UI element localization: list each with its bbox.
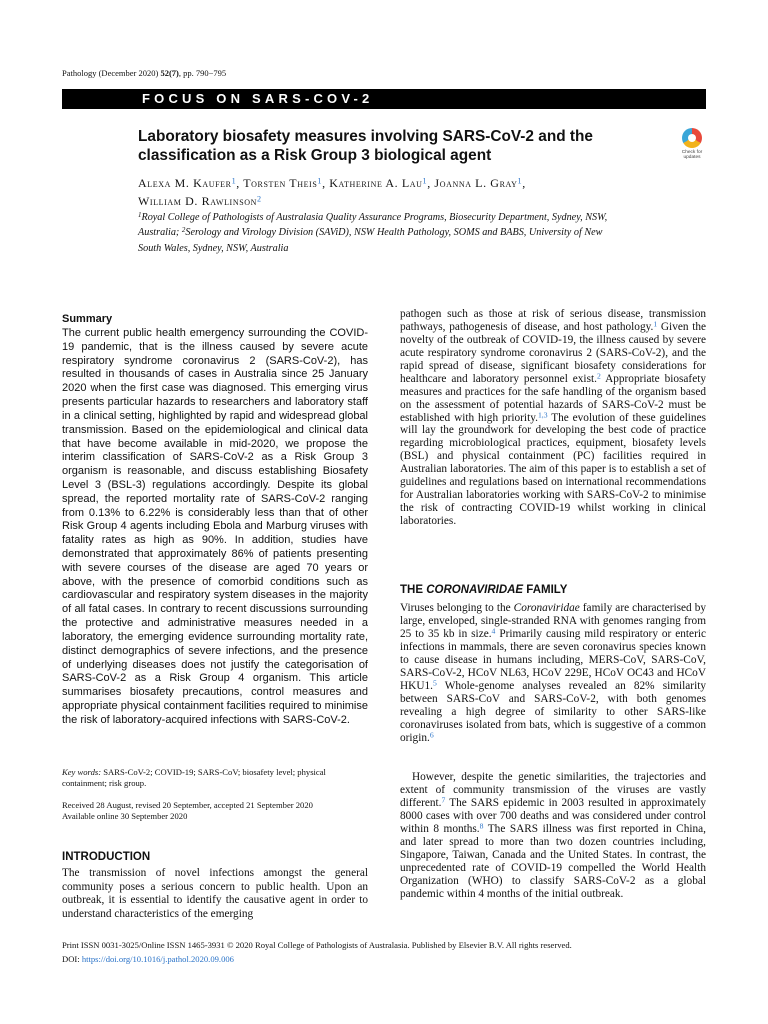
affiliation-number: 2 [181, 227, 186, 235]
journal-volume: 52(7) [160, 68, 179, 78]
article-title: Laboratory biosafety measures involving SARS-CoV-2 and the classification as a Risk Group 3 biological agent [138, 128, 593, 164]
citation-ref[interactable]: 1 [653, 319, 658, 329]
author-affiliation-ref[interactable]: 2 [257, 194, 262, 204]
heading-italic-text: CORONAVIRIDAE [426, 584, 524, 596]
journal-pages: , pp. 790−795 [178, 68, 227, 78]
introduction-body: The transmission of novel infections amongst the general community poses a serious concern to public health. Upon an outbreak, it is essential to identify the causative agent in order to understand characteristics of the emerging [62, 867, 368, 920]
author-affiliation-ref[interactable]: 1 [517, 176, 523, 186]
paragraph-text: Viruses belonging to the [400, 602, 514, 614]
check-for-updates-badge[interactable] [676, 128, 708, 162]
footer-doi [62, 954, 234, 964]
citation-ref[interactable]: 2 [596, 371, 601, 381]
citation-ref[interactable]: 7 [441, 795, 446, 805]
paragraph-text: Primarily causing mild respiratory or enteric infections in mammals, there are seven coronavirus species known to cause disease in humans including, MERS-CoV, SARS-CoV, SARS-CoV-2, HCoV NL63, HCoV 229E, HCoV OC43 and HCoV HKU1. [400, 628, 706, 692]
paragraph-text: pathogen such as those at risk of serious disease, transmission pathways, pathogenesis of disease, and host pathology. [400, 308, 706, 333]
paragraph-text: family are characterised by large, enveloped, single-stranded RNA with genomes ranging from 25 to 35 kb in size. [400, 602, 706, 640]
banner-label: FOCUS ON SARS-COV-2 [142, 91, 374, 106]
paragraph-text: The SARS illness was first reported in China, and later spread to more than two dozen countries including, Singapore, Taiwan, Canada and the United States. In contrast, the unprecedented rate of COVID-19 compelled the World Health Organization (WHO) to classify SARS-CoV-2 as a global pandemic within 4 months of the initial outbreak. [400, 823, 706, 900]
coronaviridae-paragraph-1 [400, 602, 706, 745]
citation-ref[interactable]: 4 [491, 626, 496, 636]
heading-text: FAMILY [523, 584, 568, 596]
author-affiliation-ref[interactable]: 1 [317, 176, 323, 186]
intro-continued-paragraph [400, 308, 706, 528]
author-name: Katherine A. Lau [329, 176, 423, 190]
running-head [62, 68, 226, 78]
keywords-label: Key words: [62, 767, 102, 777]
summary-heading: Summary [62, 313, 113, 325]
paragraph-italic-text: Coronaviridae [513, 602, 580, 614]
paragraph-text: The evolution of these guidelines will lay the groundwork for developing the best code of practice regarding microbiological practices, equipment, biosafety levels (BSL) and physical containment (PC) facilities required in Australian laboratories. The aim of this paper is to establish a set of guidelines and regulations based on international recommendations for Australian laboratories working with SARS-CoV-2 to minimise the risk of contracting COVID-19 whilst working in clinical laboratories. [400, 411, 706, 527]
keywords-text: SARS-CoV-2; COVID-19; SARS-CoV; biosafety level; physical containment; risk group. [62, 767, 326, 788]
author-list: Alexa M. Kaufer$^1$, Torsten Theis$^1$, Katherine A. Lau$^1$, Joanna L. Gray$^1$, William D. Rawlinson$^2$ [138, 176, 526, 208]
introduction-heading: INTRODUCTION [62, 851, 151, 863]
heading-text: THE [400, 584, 427, 596]
citation-ref[interactable]: 1,3 [537, 410, 548, 420]
paragraph-text: Given the novelty of the outbreak of COVID-19, the illness caused by severe acute respiratory syndrome coronavirus 2 (SARS-CoV-2), and the rapid spread of disease, significant biosafety considerations for healthcare and laboratory personnel exist. [400, 320, 707, 385]
affiliations [138, 210, 618, 256]
author-affiliation-ref[interactable]: 1 [231, 176, 237, 186]
received-date: Received 28 August, revised 20 September, accepted 21 September 2020 [62, 800, 313, 810]
doi-label: DOI: [62, 954, 82, 964]
journal-citation: Pathology (December 2020) [62, 68, 161, 78]
paragraph-text: However, despite the genetic similarities, the trajectories and extent of community transmission of the viruses are vastly different. [400, 771, 706, 809]
author-name: Alexa M. Kaufer [138, 176, 232, 190]
author-name: Torsten Theis [243, 176, 318, 190]
coronaviridae-paragraph-2 [400, 771, 706, 901]
citation-ref[interactable]: 5 [432, 678, 437, 688]
section-banner [62, 89, 706, 109]
coronaviridae-heading [400, 584, 567, 596]
author-affiliation-ref[interactable]: 1 [422, 176, 428, 186]
online-date: Available online 30 September 2020 [62, 811, 188, 821]
footer-issn: Print ISSN 0031-3025/Online ISSN 1465-3931 © 2020 Royal College of Pathologists of Australasia. Published by Elsevier B.V. All rights reserved. [62, 940, 572, 950]
doi-link[interactable]: https://doi.org/10.1016/j.pathol.2020.09.006 [81, 954, 234, 964]
keywords [62, 767, 368, 789]
affiliation-number: 1 [138, 211, 142, 219]
crossmark-icon [682, 128, 702, 148]
article-dates [62, 800, 368, 822]
citation-ref[interactable]: 6 [429, 730, 434, 740]
affiliation-text: Serology and Virology Division (SAViD), NSW Health Pathology, SOMS and BABS, University of New South Wales, Sydney, NSW, Australia [138, 227, 603, 254]
author-name: Joanna L. Gray [434, 176, 518, 190]
author-name: William D. Rawlinson [138, 194, 258, 208]
citation-ref[interactable]: 8 [479, 821, 484, 831]
paragraph-text: Whole-genome analyses revealed an 82% similarity between SARS-CoV and SARS-CoV-2, with both genomes revealing a high degree of similarity to other SARS-like coronaviruses isolated from bats, which is suggestive of a common origin. [400, 680, 706, 744]
summary-body: The current public health emergency surrounding the COVID-19 pandemic, that is the illness caused by severe acute respiratory syndrome coronavirus 2 (SARS-CoV-2), has resulted in thousands of cases in Australia since 25 January 2020 when the first case was diagnosed. This emerging virus presents particular hazards to researchers and laboratory staff in a clinical setting, highlighted by rapid and widespread global transmission. Based on the epidemiological and clinical data that have become available in mid-2020, we propose the interim classification of SARS-CoV-2 as a Risk Group 3 organism is reasonable, and discuss establishing Biosafety Level 3 (BSL-3) regulations accordingly. Despite its global spread, the reported mortality rate of SARS-CoV-2 ranging from 0.13% to 6.22% is considerably less than that of other Risk Group 4 agents including Ebola and Marburg viruses with fatality rates as high as 90%. In addition, studies have demonstrated that approximately 86% of patients presenting with severe courses of the disease are aged 70 years or above, with the presence of comorbid conditions such as cardiovascular and respiratory system diseases in the majority of all fatal cases. In contrary to recent discussions surrounding the protective and administrative measures needed in a laboratory, the emerging evidence surrounding mortality rate, distinct demographics of severe infections, and the presence of underlying diseases does not justify the categorisation of SARS-CoV-2 as a Risk Group 4 organism. This article summarises biosafety precautions, control measures and appropriate physical containment facilities required to minimise the risk of laboratory-acquired infections with SARS-CoV-2. [62, 327, 368, 726]
crossmark-label: Check for updates [681, 150, 703, 161]
paragraph-text: Appropriate biosafety measures and practices for the safe handling of the organism based on the assessment of potential hazards of SARS-CoV-2 must be established with high priority. [400, 372, 706, 424]
affiliation-text: Royal College of Pathologists of Australasia Quality Assurance Programs, Biosecurity Department, Sydney, NSW, Australia; [138, 212, 608, 239]
paragraph-text: The SARS epidemic in 2003 resulted in approximately 8000 cases with over 700 deaths and was considered under control within 8 months. [400, 797, 706, 835]
